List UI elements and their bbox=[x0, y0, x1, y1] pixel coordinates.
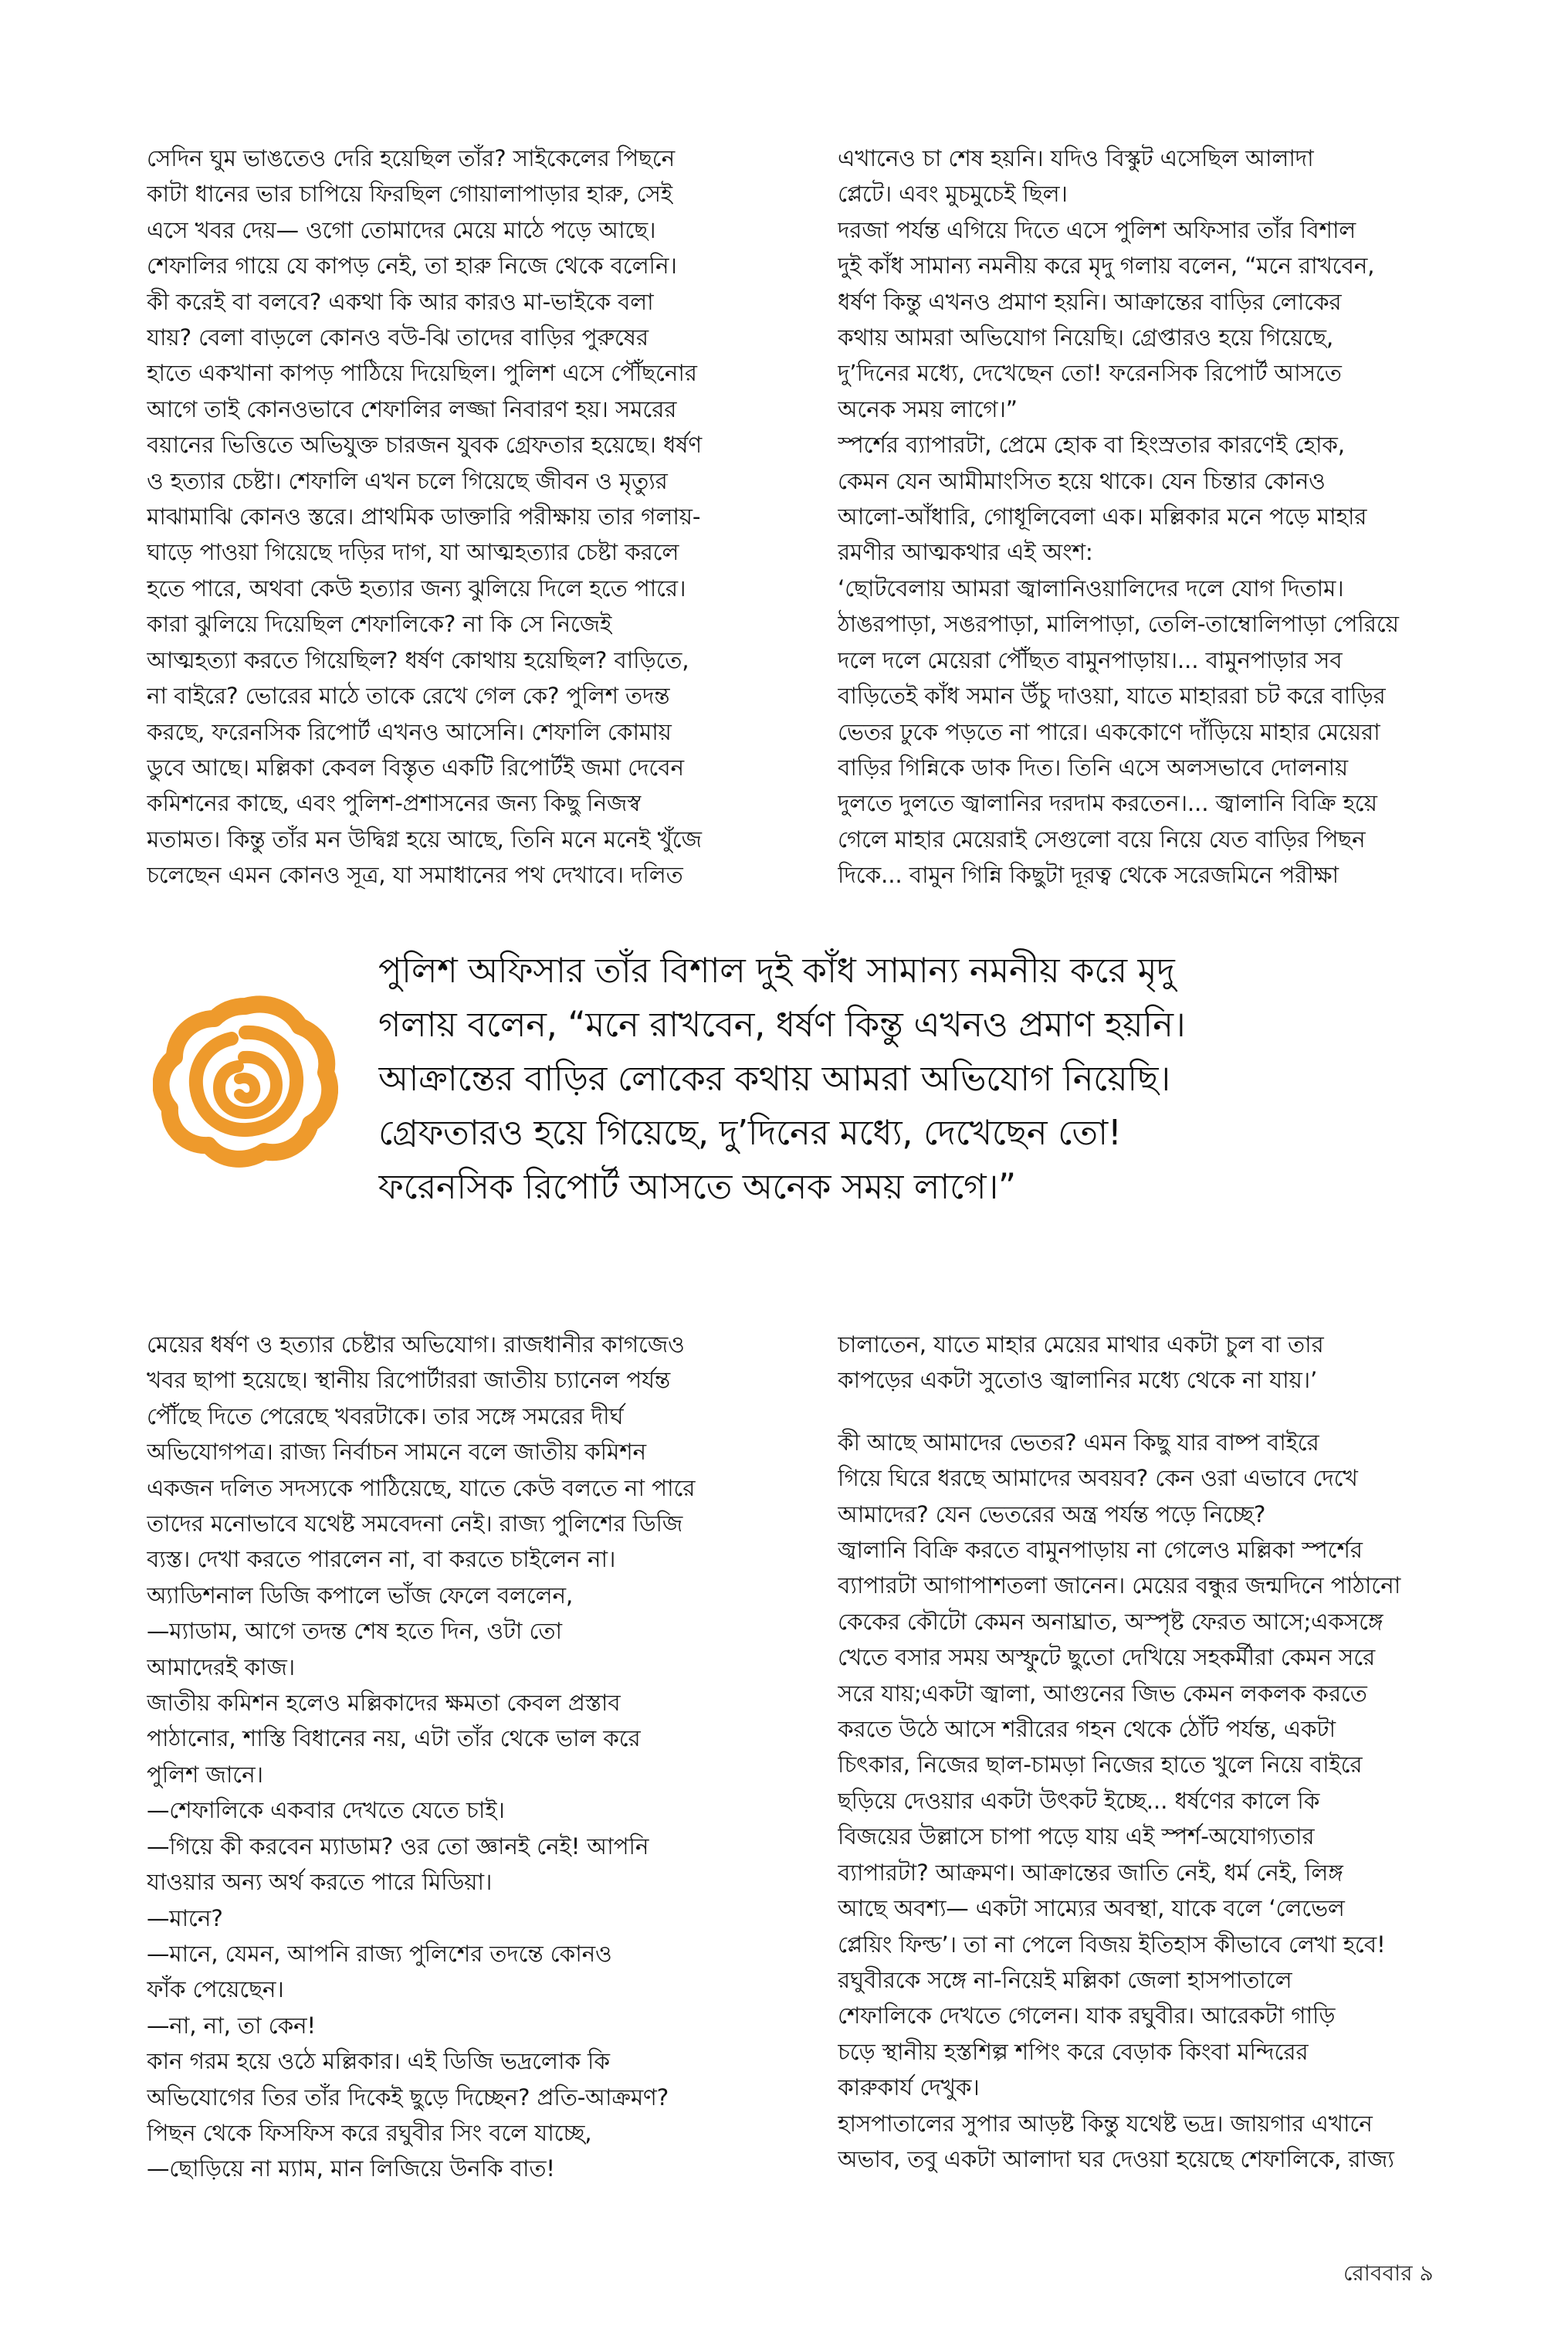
text-line: দু’দিনের মধ্যে, দেখেছেন তো! ফরেনসিক রিপোর্ট আসতে bbox=[838, 360, 1342, 387]
text-line: কথায় আমরা অভিযোগ নিয়েছি। গ্রেপ্তারও হয়ে গিয়েছে, bbox=[838, 324, 1334, 351]
text-line: দরজা পর্যন্ত এগিয়ে দিতে এসে পুলিশ অফিসার তাঁর বিশাল bbox=[838, 216, 1356, 243]
text-line: সরে যায়;একটা জ্বালা, আগুনের জিভ কেমন লকলক করতে bbox=[838, 1680, 1367, 1707]
text-line: কেকের কৌটো কেমন অনাঘ্রাত, অস্পৃষ্ট ফেরত আসে;একসঙ্গে bbox=[838, 1608, 1383, 1635]
pull-quote-line: ফরেনসিক রিপোর্ট আসতে অনেক সময় লাগে।” bbox=[378, 1166, 1016, 1207]
text-line: ঘাড়ে পাওয়া গিয়েছে দড়ির দাগ, যা আত্মহত্যার চেষ্টা করলে bbox=[147, 539, 679, 566]
text-line: —না, না, তা কেন! bbox=[147, 2012, 317, 2039]
pull-quote-line: গ্রেফতারও হয়ে গিয়েছে, দু’দিনের মধ্যে, দেখেছেন তো! bbox=[378, 1112, 1122, 1153]
text-line: ভেতর ঢুকে পড়তে না পারে। এককোণে দাঁড়িয়ে মাহার মেয়েরা bbox=[838, 718, 1380, 745]
text-line: চিৎকার, নিজের ছাল-চামড়া নিজের হাতে খুলে নিয়ে বাইরে bbox=[838, 1751, 1363, 1778]
text-line: ‘ছোটবেলায় আমরা জ্বালানিওয়ালিদের দলে যোগ দিতাম। bbox=[838, 575, 1344, 602]
text-line: খবর ছাপা হয়েছে। স্থানীয় রিপোর্টাররা জাতীয় চ্যানেল পর্যন্ত bbox=[147, 1367, 671, 1394]
text-line: হাতে একখানা কাপড় পাঠিয়ে দিয়েছিল। পুলিশ এসে পৌঁছনোর bbox=[147, 360, 697, 387]
text-line: —শেফালিকে একবার দেখতে যেতে চাই। bbox=[147, 1797, 505, 1824]
article-column-top-right bbox=[838, 141, 1448, 893]
text-line: বাড়িতেই কাঁধ সমান উঁচু দাওয়া, যাতে মাহাররা চট করে বাড়ির bbox=[838, 683, 1386, 710]
text-line: ব্যস্ত। দেখা করতে পারলেন না, বা করতে চাইলেন না। bbox=[147, 1546, 616, 1573]
text-line: শেফালিকে দেখতে গেলেন। যাক রঘুবীর। আরেকটা গাড়ি bbox=[838, 2002, 1336, 2029]
text-line: চালাতেন, যাতে মাহার মেয়ের মাথার একটা চুল বা তার bbox=[838, 1331, 1324, 1358]
text-line: —ছোড়িয়ে না ম্যাম, মান লিজিয়ে উনকি বাত! bbox=[147, 2155, 555, 2182]
text-line bbox=[838, 1399, 1448, 1425]
rose-icon bbox=[153, 992, 338, 1170]
pull-quote-line: আক্রান্তের বাড়ির লোকের কথায় আমরা অভিযোগ নিয়েছি। bbox=[378, 1058, 1170, 1099]
text-line: কান গরম হয়ে ওঠে মল্লিকার। এই ডিজি ভদ্রলোক কি bbox=[147, 2048, 610, 2075]
text-line: জ্বালানি বিক্রি করতে বামুনপাড়ায় না গেলেও মল্লিকা স্পর্শের bbox=[838, 1537, 1363, 1564]
text-line: শেফালির গায়ে যে কাপড় নেই, তা হারু নিজে থেকে বলেনি। bbox=[147, 253, 677, 280]
text-line: করছে, ফরেনসিক রিপোর্ট এখনও আসেনি। শেফালি কোমায় bbox=[147, 718, 672, 745]
text-line: অভিযোগের তির তাঁর দিকেই ছুড়ে দিচ্ছেন? প্রতি-আক্রমণ? bbox=[147, 2084, 669, 2111]
text-line: রঘুবীরকে সঙ্গে না-নিয়েই মল্লিকা জেলা হাসপাতালে bbox=[838, 1966, 1292, 1993]
text-line: আছে অবশ্য— একটা সাম্যের অবস্থা, যাকে বলে ‘লেভেল bbox=[838, 1895, 1345, 1922]
text-line: ও হত্যার চেষ্টা। শেফালি এখন চলে গিয়েছে জীবন ও মৃত্যুর bbox=[147, 467, 668, 494]
text-line: ছড়িয়ে দেওয়ার একটা উৎকট ইচ্ছে... ধর্ষণের কালে কি bbox=[838, 1787, 1320, 1814]
text-line: ব্যাপারটা আগাপাশতলা জানেন। মেয়ের বন্ধুর জন্মদিনে পাঠানো bbox=[838, 1572, 1401, 1599]
text-line: —ম্যাডাম, আগে তদন্ত শেষ হতে দিন, ওটা তো bbox=[147, 1618, 562, 1645]
text-line: ব্যাপারটা? আক্রমণ। আক্রান্তের জাতি নেই, ধর্ম নেই, লিঙ্গ bbox=[838, 1859, 1343, 1886]
text-line: একজন দলিত সদস্যকে পাঠিয়েছে, যাতে কেউ বলতে না পারে bbox=[147, 1474, 696, 1501]
text-line: কমিশনের কাছে, এবং পুলিশ-প্রশাসনের জন্য কিছু নিজস্ব bbox=[147, 790, 641, 817]
text-line: তাদের মনোভাবে যথেষ্ট সমবেদনা নেই। রাজ্য পুলিশের ডিজি bbox=[147, 1511, 683, 1538]
text-line: বয়ানের ভিত্তিতে অভিযুক্ত চারজন যুবক গ্রেফতার হয়েছে। ধর্ষণ bbox=[147, 432, 702, 459]
text-line: প্লেটে। এবং মুচমুচেই ছিল। bbox=[838, 181, 1068, 208]
text-line: দিকে... বামুন গিন্নি কিছুটা দূরত্ব থেকে সরেজমিনে পরীক্ষা bbox=[838, 862, 1339, 889]
text-line: মতামত। কিন্তু তাঁর মন উদ্বিগ্ন হয়ে আছে, তিনি মনে মনেই খুঁজে bbox=[147, 826, 702, 853]
text-line: ঠাঙরপাড়া, সঙরপাড়া, মালিপাড়া, তেলি-তাম্বোলিপাড়া পেরিয়ে bbox=[838, 611, 1399, 638]
text-line: —মানে, যেমন, আপনি রাজ্য পুলিশের তদন্তে কোনও bbox=[147, 1940, 612, 1967]
text-line: —মানে? bbox=[147, 1904, 223, 1931]
pull-quote-line: গলায় বলেন, “মনে রাখবেন, ধর্ষণ কিন্তু এখনও প্রমাণ হয়নি। bbox=[378, 1004, 1186, 1045]
text-line: এসে খবর দেয়— ওগো তোমাদের মেয়ে মাঠে পড়ে আছে। bbox=[147, 216, 656, 243]
text-line: আলো-আঁধারি, গোধূলিবেলা এক। মল্লিকার মনে পড়ে মাহার bbox=[838, 504, 1367, 531]
text-line: অভিযোগপত্র। রাজ্য নির্বাচন সামনে বলে জাতীয় কমিশন bbox=[147, 1439, 646, 1466]
text-line: কাটা ধানের ভার চাপিয়ে ফিরছিল গোয়ালাপাড়ার হারু, সেই bbox=[147, 181, 672, 208]
text-line: পৌঁছে দিতে পেরেছে খবরটাকে। তার সঙ্গে সমরের দীর্ঘ bbox=[147, 1402, 624, 1429]
text-line: খেতে বসার সময় অস্ফুটে ছুতো দেখিয়ে সহকর্মীরা কেমন সরে bbox=[838, 1644, 1376, 1671]
page-footer: রোববার ৯ bbox=[1343, 2260, 1434, 2286]
text-line: হতে পারে, অথবা কেউ হত্যার জন্য ঝুলিয়ে দিলে হতে পারে। bbox=[147, 575, 686, 602]
text-line: কাপড়ের একটা সুতোও জ্বালানির মধ্যে থেকে না যায়।’ bbox=[838, 1367, 1318, 1394]
text-line: পিছন থেকে ফিসফিস করে রঘুবীর সিং বলে যাচ্ছে, bbox=[147, 2119, 592, 2146]
article-column-bottom-left bbox=[147, 1327, 757, 2187]
text-line: আমাদেরই কাজ। bbox=[147, 1653, 295, 1680]
text-line: আত্মহত্যা করতে গিয়েছিল? ধর্ষণ কোথায় হয়েছিল? বাড়িতে, bbox=[147, 646, 689, 673]
text-line: করতে উঠে আসে শরীরের গহন থেকে ঠোঁট পর্যন্ত, একটা bbox=[838, 1716, 1336, 1743]
text-line: কী করেই বা বলবে? একথা কি আর কারও মা-ভাইকে বলা bbox=[147, 288, 654, 315]
text-line: কেমন যেন আমীমাংসিত হয়ে থাকে। যেন চিন্তার কোনও bbox=[838, 467, 1326, 494]
text-line: আগে তাই কোনওভাবে শেফালির লজ্জা নিবারণ হয়। সমরের bbox=[147, 395, 677, 422]
text-line: হাসপাতালের সুপার আড়ষ্ট কিন্তু যথেষ্ট ভদ্র। জায়গার এখানে bbox=[838, 2110, 1373, 2137]
text-line: পুলিশ জানে। bbox=[147, 1761, 263, 1788]
text-line: চলেছেন এমন কোনও সূত্র, যা সমাধানের পথ দেখাবে। দলিত bbox=[147, 862, 683, 889]
text-line: সেদিন ঘুম ভাঙতেও দেরি হয়েছিল তাঁর? সাইকেলের পিছনে bbox=[147, 145, 675, 171]
text-line: অভাব, তবু একটা আলাদা ঘর দেওয়া হয়েছে শেফালিকে, রাজ্য bbox=[838, 2145, 1394, 2172]
text-line: এখানেও চা শেষ হয়নি। যদিও বিস্কুট এসেছিল আলাদা bbox=[838, 145, 1314, 171]
text-line: ফাঁক পেয়েছেন। bbox=[147, 1976, 284, 2003]
text-line: বিজয়ের উল্লাসে চাপা পড়ে যায় এই স্পর্শ-অযোগ্যতার bbox=[838, 1823, 1315, 1850]
text-line: মেয়ের ধর্ষণ ও হত্যার চেষ্টার অভিযোগ। রাজধানীর কাগজেও bbox=[147, 1331, 685, 1358]
pull-quote-line: পুলিশ অফিসার তাঁর বিশাল দুই কাঁধ সামান্য নমনীয় করে মৃদু bbox=[378, 950, 1175, 991]
text-line: প্লেয়িং ফিল্ড’। তা না পেলে বিজয় ইতিহাস কীভাবে লেখা হবে! bbox=[838, 1931, 1386, 1958]
text-line: না বাইরে? ভোরের মাঠে তাকে রেখে গেল কে? পুলিশ তদন্ত bbox=[147, 683, 670, 710]
text-line: কারা ঝুলিয়ে দিয়েছিল শেফালিকে? না কি সে নিজেই bbox=[147, 611, 612, 638]
text-line: যায়? বেলা বাড়লে কোনও বউ-ঝি তাদের বাড়ির পুরুষের bbox=[147, 324, 649, 351]
text-line: মাঝামাঝি কোনও স্তরে। প্রাথমিক ডাক্তারি পরীক্ষায় তার গলায়- bbox=[147, 504, 701, 531]
text-line: গেলে মাহার মেয়েরাই সেগুলো বয়ে নিয়ে যেত বাড়ির পিছন bbox=[838, 826, 1366, 853]
pull-quote bbox=[378, 944, 1475, 1214]
article-column-bottom-right bbox=[838, 1327, 1448, 2177]
text-line: চড়ে স্থানীয় হস্তশিল্প শপিং করে বেড়াক কিংবা মন্দিরের bbox=[838, 2038, 1309, 2065]
text-line: ডুবে আছে। মল্লিকা কেবল বিস্তৃত একটি রিপোর্টই জমা দেবেন bbox=[147, 754, 684, 781]
text-line: গিয়ে ঘিরে ধরছে আমাদের অবয়ব? কেন ওরা এভাবে দেখে bbox=[838, 1465, 1358, 1492]
text-line: যাওয়ার অন্য অর্থ করতে পারে মিডিয়া। bbox=[147, 1869, 493, 1896]
text-line: দুই কাঁধ সামান্য নমনীয় করে মৃদু গলায় বলেন, “মনে রাখবেন, bbox=[838, 253, 1375, 280]
text-line: দুলতে দুলতে জ্বালানির দরদাম করতেন।... জ্বালানি বিক্রি হয়ে bbox=[838, 790, 1377, 817]
text-line: কী আছে আমাদের ভেতর? এমন কিছু যার বাষ্প বাইরে bbox=[838, 1429, 1319, 1456]
text-line: আমাদের? যেন ভেতরের অন্ত্র পর্যন্ত পড়ে নিচ্ছে? bbox=[838, 1500, 1266, 1527]
text-line: জাতীয় কমিশন হলেও মল্লিকাদের ক্ষমতা কেবল প্রস্তাব bbox=[147, 1690, 621, 1717]
text-line: অনেক সময় লাগে।” bbox=[838, 395, 1018, 422]
text-line: রমণীর আত্মকথার এই অংশ: bbox=[838, 539, 1093, 566]
text-line: দলে দলে মেয়েরা পৌঁছত বামুনপাড়ায়।... বামুনপাড়ার সব bbox=[838, 646, 1343, 673]
text-line: বাড়ির গিন্নিকে ডাক দিত। তিনি এসে অলসভাবে দোলনায় bbox=[838, 754, 1348, 781]
text-line: কারুকার্য দেখুক। bbox=[838, 2074, 980, 2101]
text-line: স্পর্শের ব্যাপারটা, প্রেমে হোক বা হিংস্রতার কারণেই হোক, bbox=[838, 432, 1345, 459]
text-line: অ্যাডিশনাল ডিজি কপালে ভাঁজ ফেলে বললেন, bbox=[147, 1582, 574, 1609]
text-line: পাঠানোর, শাস্তি বিধানের নয়, এটা তাঁর থেকে ভাল করে bbox=[147, 1725, 641, 1752]
text-line: —গিয়ে কী করবেন ম্যাডাম? ওর তো জ্ঞানই নেই! আপনি bbox=[147, 1833, 649, 1860]
article-column-top-left bbox=[147, 141, 757, 893]
text-line: ধর্ষণ কিন্তু এখনও প্রমাণ হয়নি। আক্রান্তের বাড়ির লোকের bbox=[838, 288, 1342, 315]
